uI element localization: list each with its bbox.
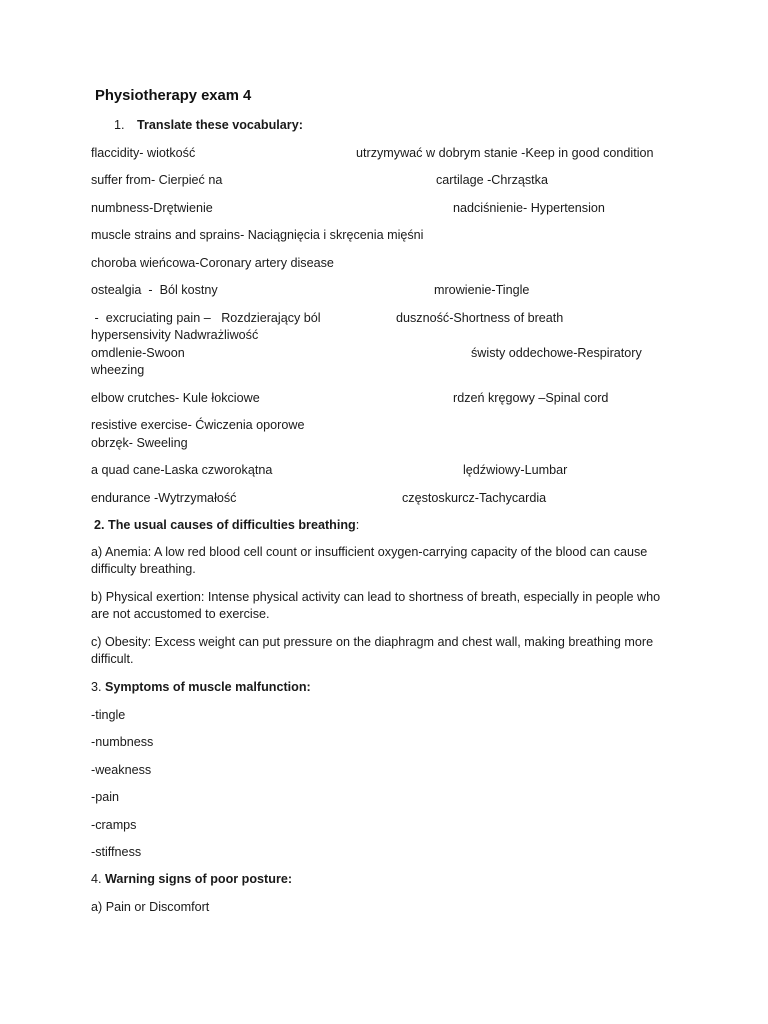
section3-item-1: -tingle: [91, 708, 126, 722]
section2-number: 2.: [94, 518, 105, 532]
vocab-left-7: - excruciating pain – Rozdzierający ból: [91, 311, 321, 325]
section3-item-3: -weakness: [91, 763, 152, 777]
vocab-left-12: resistive exercise- Ćwiczenia oporowe: [91, 418, 305, 432]
vocab-left-5: choroba wieńcowa-Coronary artery disease: [91, 256, 334, 270]
section3-item-5: -cramps: [91, 818, 137, 832]
section3-heading: Symptoms of muscle malfunction:: [105, 680, 311, 694]
section3-item-6: -stiffness: [91, 845, 142, 859]
vocab-right-7: duszność-Shortness of breath: [396, 311, 564, 325]
page-title: Physiotherapy exam 4: [95, 88, 252, 104]
section1-heading: Translate these vocabulary:: [137, 118, 303, 132]
section3-number: 3.: [91, 680, 102, 694]
vocab-left-1: flaccidity- wiotkość: [91, 146, 196, 160]
section2-item-a: a) Anemia: A low red blood cell count or insufficient oxygen-carrying capacity of the blood can cause difficulty breathing.: [91, 545, 648, 576]
section1-number: 1.: [114, 118, 125, 132]
section3-item-4: -pain: [91, 790, 120, 804]
vocab-left-13: obrzęk- Sweeling: [91, 436, 188, 450]
vocab-left-8: hypersensivity Nadwrażliwość: [91, 328, 259, 342]
section2-item-c: c) Obesity: Excess weight can put pressure on the diaphragm and chest wall, making breathing more difficult.: [91, 635, 654, 666]
section4-item-1: a) Pain or Discomfort: [91, 900, 210, 914]
section4-heading-line: [91, 871, 292, 888]
vocab-left-2: suffer from- Cierpieć na: [91, 173, 223, 187]
section4-number: 4.: [91, 872, 102, 886]
vocab-right-15: częstoskurcz-Tachycardia: [402, 491, 547, 505]
section2-heading: The usual causes of difficulties breathing: [108, 518, 356, 532]
vocab-left-4: muscle strains and sprains- Naciągnięcia i skręcenia mięśni: [91, 228, 424, 242]
section2-item-b: b) Physical exertion: Intense physical activity can lead to shortness of breath, especially in people who are not accustomed to exercise.: [91, 590, 661, 621]
vocab-left-11: elbow crutches- Kule łokciowe: [91, 391, 260, 405]
vocab-right-1: utrzymywać w dobrym stanie -Keep in good condition: [356, 146, 654, 160]
vocab-right-6: mrowienie-Tingle: [434, 283, 530, 297]
vocab-left-10: wheezing: [91, 363, 145, 377]
vocab-right-9: świsty oddechowe-Respiratory: [471, 346, 642, 360]
vocab-left-3: numbness-Drętwienie: [91, 201, 213, 215]
section2-heading-line: [94, 517, 359, 534]
vocab-right-2: cartilage -Chrząstka: [436, 173, 548, 187]
vocab-left-14: a quad cane-Laska czworokątna: [91, 463, 273, 477]
vocab-right-14: lędźwiowy-Lumbar: [463, 463, 568, 477]
section4-heading: Warning signs of poor posture:: [105, 872, 293, 886]
vocab-right-11: rdzeń kręgowy –Spinal cord: [453, 391, 609, 405]
vocab-left-6: ostealgia - Ból kostny: [91, 283, 218, 297]
section3-item-2: -numbness: [91, 735, 154, 749]
section3-heading-line: [91, 679, 311, 696]
vocab-left-9: omdlenie-Swoon: [91, 346, 185, 360]
section2-colon: :: [355, 518, 360, 532]
vocab-right-3: nadciśnienie- Hypertension: [453, 201, 605, 215]
vocab-left-15: endurance -Wytrzymałość: [91, 491, 237, 505]
